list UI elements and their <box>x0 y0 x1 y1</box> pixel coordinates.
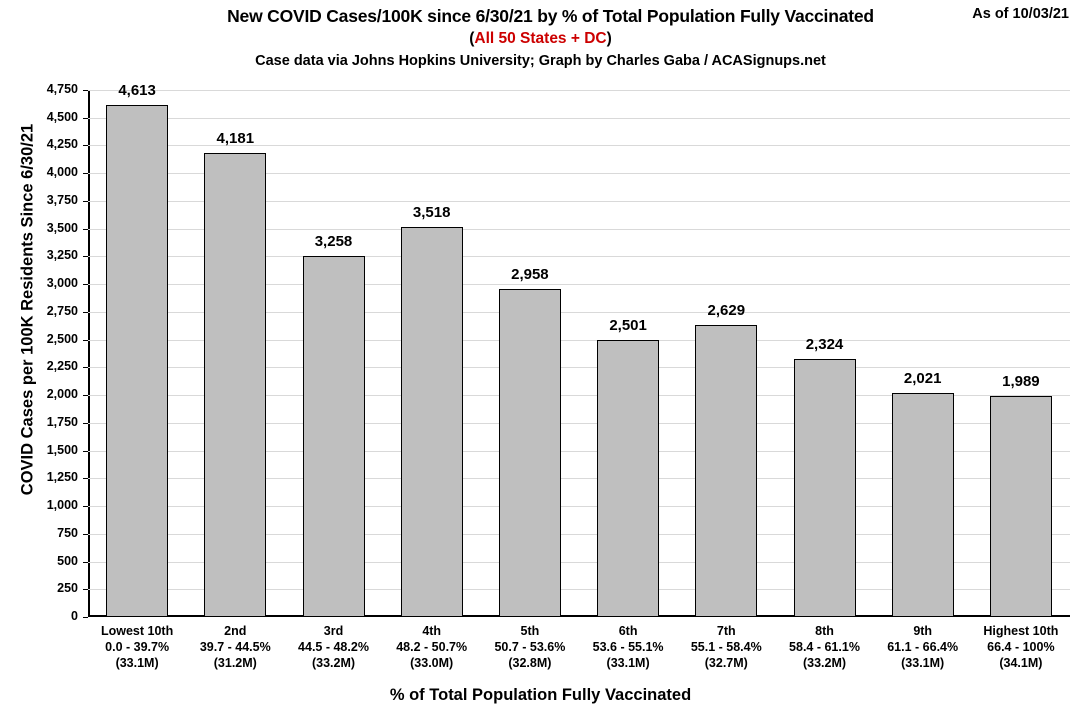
x-tick-range: 53.6 - 55.1% <box>592 640 664 654</box>
y-tick-label: 4,000 <box>46 165 78 180</box>
bar <box>695 325 757 617</box>
y-tick-mark <box>83 451 88 452</box>
chart-title-text: New COVID Cases/100K since 6/30/21 by % of Total Population Fully Vaccinated <box>227 6 874 26</box>
chart-source-note: Case data via Johns Hopkins University; Graph by Charles Gaba / ACASignups.net <box>255 53 826 69</box>
bar-value-label: 4,613 <box>118 82 156 100</box>
x-tick-population: (33.0M) <box>410 656 454 670</box>
bar-value-label: 4,181 <box>216 130 255 148</box>
bar-value-label: 2,501 <box>609 316 647 334</box>
x-tick-rank: 8th <box>815 624 834 638</box>
y-tick-label: 3,250 <box>46 248 78 263</box>
y-tick-mark <box>83 284 88 285</box>
y-tick-mark <box>83 367 88 368</box>
chart-title <box>0 6 1081 27</box>
y-tick-mark <box>83 534 88 535</box>
y-tick-label: 1,750 <box>46 414 78 429</box>
x-tick-range: 55.1 - 58.4% <box>690 640 762 654</box>
subtitle-scope-text: All 50 States + DC <box>474 30 607 47</box>
y-axis-line <box>88 90 90 617</box>
y-tick-mark <box>83 118 88 119</box>
bar <box>597 340 659 617</box>
x-tick-range: 58.4 - 61.1% <box>789 640 860 654</box>
y-tick-label: 2,000 <box>46 387 78 402</box>
y-tick-label: 2,500 <box>46 331 78 346</box>
y-tick-label: 750 <box>57 525 78 540</box>
y-tick-mark <box>83 395 88 396</box>
y-tick-mark <box>83 145 88 146</box>
x-tick-range: 44.5 - 48.2% <box>298 640 369 654</box>
x-tick-population: (33.2M) <box>802 656 847 670</box>
bar <box>499 289 561 617</box>
x-tick-range: 50.7 - 53.6% <box>494 640 566 654</box>
bar-value-label: 2,629 <box>707 302 746 320</box>
x-tick-population: (33.2M) <box>311 656 356 670</box>
y-tick-label: 3,500 <box>46 220 78 235</box>
bar-value-label: 2,021 <box>903 369 942 387</box>
chart-subtitle <box>0 30 1081 48</box>
y-tick-label: 3,750 <box>46 192 78 207</box>
x-tick-rank: 9th <box>913 624 933 638</box>
x-tick-rank: 4th <box>422 624 442 638</box>
y-tick-mark <box>83 201 88 202</box>
x-tick-population: (33.1M) <box>606 656 650 670</box>
x-tick-range: 61.1 - 66.4% <box>887 640 959 654</box>
x-tick-rank: 3rd <box>323 624 344 638</box>
x-tick-population: (33.1M) <box>115 656 159 670</box>
x-tick-rank: 7th <box>716 624 736 638</box>
y-tick-mark <box>83 478 88 479</box>
x-axis-title: % of Total Population Fully Vaccinated <box>389 686 692 704</box>
y-tick-label: 1,000 <box>46 498 78 513</box>
x-tick-rank: Lowest 10th <box>100 624 174 638</box>
bar-value-label: 3,518 <box>412 203 451 221</box>
y-tick-mark <box>83 173 88 174</box>
y-tick-label: 500 <box>57 553 78 568</box>
bar <box>892 393 954 617</box>
x-tick-population: (33.1M) <box>901 656 945 670</box>
x-tick-range: 0.0 - 39.7% <box>105 640 170 654</box>
plot-area <box>46 82 1070 670</box>
y-tick-mark <box>83 229 88 230</box>
x-tick-population: (31.2M) <box>213 656 257 670</box>
bar <box>204 153 266 617</box>
y-tick-label: 1,500 <box>46 442 78 457</box>
x-tick-range: 39.7 - 44.5% <box>199 640 271 654</box>
bar <box>990 396 1052 617</box>
bar <box>794 359 856 617</box>
subtitle-close-paren: ) <box>606 30 612 47</box>
y-tick-label: 4,500 <box>46 109 78 124</box>
x-tick-range: 48.2 - 50.7% <box>396 640 468 654</box>
y-tick-label: 0 <box>71 609 78 623</box>
y-tick-label: 4,750 <box>46 82 78 96</box>
bar <box>106 105 168 617</box>
x-tick-range: 66.4 - 100% <box>987 640 1055 654</box>
y-tick-label: 2,750 <box>46 303 78 318</box>
bar-value-label: 3,258 <box>314 232 353 250</box>
bar-value-label: 2,958 <box>511 265 549 283</box>
y-tick-mark <box>83 617 88 618</box>
y-tick-mark <box>83 423 88 424</box>
bar-value-label: 2,324 <box>805 336 844 354</box>
as-of-date: As of 10/03/21 <box>972 6 1069 22</box>
x-tick-rank: 2nd <box>224 624 247 638</box>
y-tick-label: 1,250 <box>46 470 78 485</box>
x-tick-population: (32.7M) <box>704 656 748 670</box>
y-tick-mark <box>83 256 88 257</box>
x-tick-population: (32.8M) <box>508 656 552 670</box>
y-tick-label: 2,250 <box>46 359 78 374</box>
y-axis-title: COVID Cases per 100K Residents Since 6/30/21 <box>18 123 37 496</box>
x-tick-rank: 5th <box>520 624 540 638</box>
y-tick-label: 4,250 <box>46 137 78 152</box>
bar <box>401 227 463 617</box>
y-tick-mark <box>83 506 88 507</box>
x-tick-label <box>961 623 1081 671</box>
bar-value-label: 1,989 <box>1002 373 1040 391</box>
bar <box>303 256 365 617</box>
y-tick-label: 250 <box>57 581 78 596</box>
y-tick-mark <box>83 340 88 341</box>
y-tick-mark <box>83 589 88 590</box>
x-tick-population: (34.1M) <box>999 656 1043 670</box>
x-tick-rank: 6th <box>618 624 638 638</box>
subtitle-open-paren: ( <box>469 30 475 47</box>
y-tick-mark <box>83 312 88 313</box>
y-tick-mark <box>83 562 88 563</box>
gridline <box>88 90 1070 91</box>
x-tick-rank: Highest 10th <box>983 624 1059 638</box>
y-tick-label: 3,000 <box>46 276 78 291</box>
gridline <box>88 118 1070 119</box>
